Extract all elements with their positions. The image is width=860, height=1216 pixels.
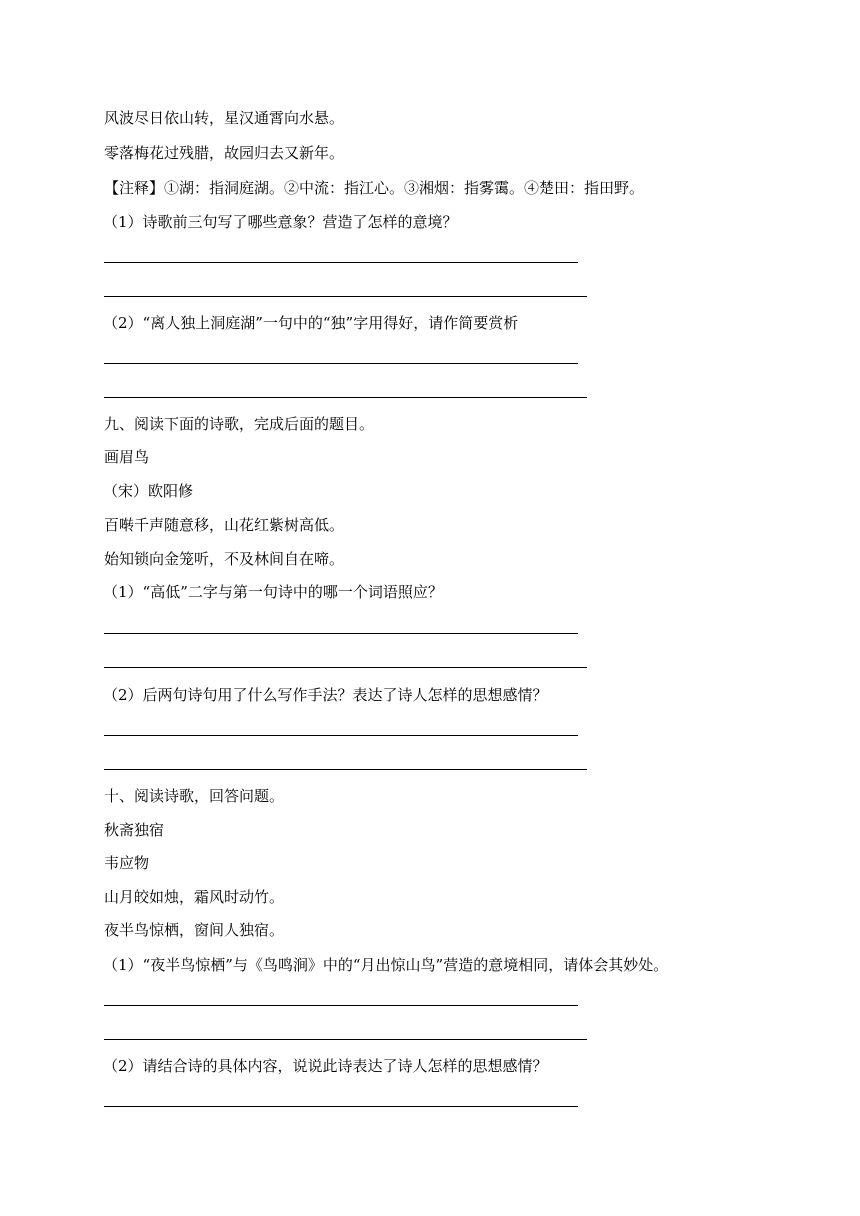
question: （1）“高低”二字与第一句诗中的哪一个词语照应？ [103,583,443,601]
poem-line: 山月皎如烛，霜风时动竹。 [104,888,285,906]
answer-line[interactable] [104,363,578,364]
answer-line[interactable] [104,769,587,770]
poem-title: 秋斋独宿 [104,821,165,839]
poem-notes: 【注释】①湖：指洞庭湖。②中流：指江心。③湘烟：指雾霭。④楚田：指田野。 [104,179,645,197]
answer-line[interactable] [104,1039,587,1040]
poem-line: 夜半鸟惊栖，窗间人独宿。 [104,921,285,939]
answer-line[interactable] [104,633,578,634]
question: （2）“离人独上洞庭湖”一句中的“独”字用得好，请作简要赏析 [103,314,519,332]
poem-author: 韦应物 [104,854,150,872]
question: （2）请结合诗的具体内容，说说此诗表达了诗人怎样的思想感情？ [103,1057,548,1075]
answer-line[interactable] [104,262,578,263]
poem-line: 风波尽日依山转，星汉通霄向水悬。 [104,109,345,127]
poem-line: 始知锁向金笼听，不及林间自在啼。 [104,550,345,568]
poem-title: 画眉鸟 [104,448,150,466]
poem-line: 零落梅花过残腊，故园归去又新年。 [104,144,345,162]
answer-line[interactable] [104,296,587,297]
section-heading: 十、阅读诗歌，回答问题。 [104,787,285,805]
answer-line[interactable] [104,735,578,736]
answer-line[interactable] [104,1005,578,1006]
question: （1）“夜半鸟惊栖”与《鸟鸣涧》中的“月出惊山鸟”营造的意境相同，请体会其妙处。 [103,956,669,974]
poem-author: （宋）欧阳修 [103,482,194,500]
question: （1）诗歌前三句写了哪些意象？营造了怎样的意境？ [103,213,458,231]
question: （2）后两句诗句用了什么写作手法？表达了诗人怎样的思想感情？ [103,686,548,704]
poem-line: 百啭千声随意移，山花红紫树高低。 [104,516,345,534]
section-heading: 九、阅读下面的诗歌，完成后面的题目。 [104,415,375,433]
answer-line[interactable] [104,667,587,668]
answer-line[interactable] [104,1106,578,1107]
answer-line[interactable] [104,397,587,398]
